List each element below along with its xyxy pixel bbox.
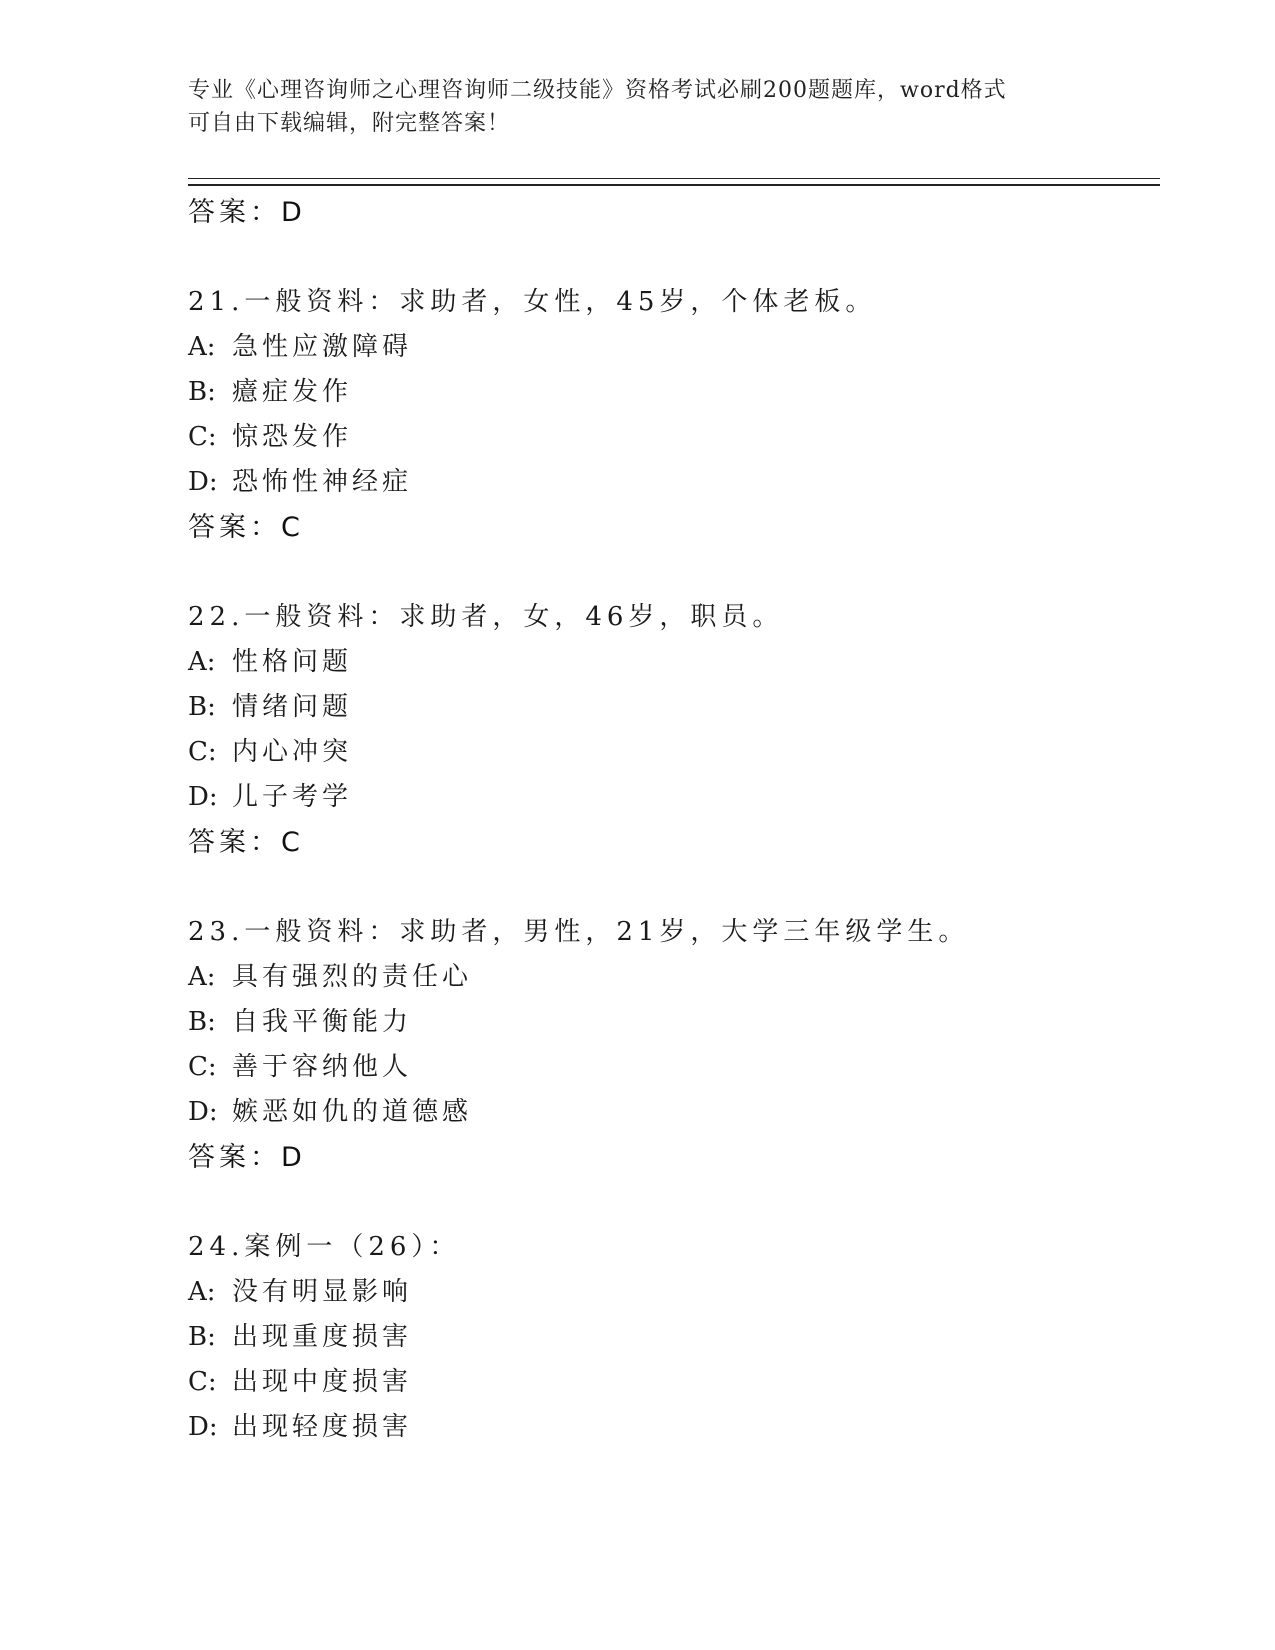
option-c <box>188 415 1160 460</box>
header-double-rule <box>188 178 1160 186</box>
answer-line <box>188 190 1160 236</box>
question-stem: 23.一般资料：求助者，男性，21岁，大学三年级学生。 <box>188 917 970 947</box>
option-a <box>188 640 1160 685</box>
option-b <box>188 1000 1160 1045</box>
answer-line <box>188 1135 1160 1181</box>
answer-value: C <box>281 827 301 858</box>
option-text: 恐怖性神经症 <box>232 467 413 497</box>
document-header <box>188 74 1088 140</box>
question-23 <box>188 910 1160 1181</box>
option-d <box>188 460 1160 505</box>
option-key: A: <box>188 647 216 677</box>
question-24 <box>188 1225 1160 1450</box>
option-text: 嫉恶如仇的道德感 <box>232 1097 473 1127</box>
option-text: 出现中度损害 <box>232 1367 413 1397</box>
option-c <box>188 730 1160 775</box>
option-key: D: <box>188 782 218 812</box>
option-a <box>188 325 1160 370</box>
answer-line <box>188 505 1160 551</box>
option-key: C: <box>188 737 217 767</box>
option-d <box>188 1090 1160 1135</box>
option-a <box>188 955 1160 1000</box>
option-text: 内心冲突 <box>232 737 353 767</box>
answer-label: 答案： <box>188 1142 281 1173</box>
option-text: 急性应激障碍 <box>232 332 413 362</box>
option-c <box>188 1045 1160 1090</box>
option-key: C: <box>188 1052 217 1082</box>
option-key: D: <box>188 1097 218 1127</box>
option-text: 善于容纳他人 <box>232 1052 413 1082</box>
answer-value: D <box>281 197 303 228</box>
option-c <box>188 1360 1160 1405</box>
header-line-2: 可自由下载编辑，附完整答案！ <box>188 111 511 136</box>
header-line-1: 专业《心理咨询师之心理咨询师二级技能》资格考试必刷200题题库，word格式 <box>188 78 1007 103</box>
question-stem: 22.一般资料：求助者，女，46岁，职员。 <box>188 602 784 632</box>
option-key: B: <box>188 1322 216 1352</box>
answer-line <box>188 820 1160 866</box>
option-key: C: <box>188 422 217 452</box>
answer-label: 答案： <box>188 512 281 543</box>
answer-value: C <box>281 512 301 543</box>
question-stem: 21.一般资料：求助者，女性，45岁，个体老板。 <box>188 287 877 317</box>
question-21 <box>188 280 1160 551</box>
answer-label: 答案： <box>188 197 281 228</box>
option-text: 出现轻度损害 <box>232 1412 413 1442</box>
option-text: 出现重度损害 <box>232 1322 413 1352</box>
option-key: A: <box>188 962 216 992</box>
option-key: B: <box>188 377 216 407</box>
question-stem: 24.案例一（26）： <box>188 1232 461 1262</box>
option-key: B: <box>188 1007 216 1037</box>
option-key: D: <box>188 1412 218 1442</box>
answer-value: D <box>281 1142 303 1173</box>
option-text: 儿子考学 <box>232 782 353 812</box>
option-text: 没有明显影响 <box>232 1277 413 1307</box>
option-b <box>188 685 1160 730</box>
option-text: 具有强烈的责任心 <box>232 962 473 992</box>
option-b <box>188 1315 1160 1360</box>
answer-label: 答案： <box>188 827 281 858</box>
question-22 <box>188 595 1160 866</box>
option-d <box>188 775 1160 820</box>
option-key: C: <box>188 1367 217 1397</box>
option-text: 性格问题 <box>232 647 353 677</box>
option-key: B: <box>188 692 216 722</box>
option-key: A: <box>188 1277 216 1307</box>
option-d <box>188 1405 1160 1450</box>
option-text: 惊恐发作 <box>232 422 353 452</box>
document-body <box>188 190 1160 1450</box>
option-text: 情绪问题 <box>232 692 353 722</box>
option-a <box>188 1270 1160 1315</box>
option-text: 自我平衡能力 <box>232 1007 413 1037</box>
option-key: A: <box>188 332 216 362</box>
option-b <box>188 370 1160 415</box>
option-key: D: <box>188 467 218 497</box>
option-text: 癔症发作 <box>232 377 353 407</box>
